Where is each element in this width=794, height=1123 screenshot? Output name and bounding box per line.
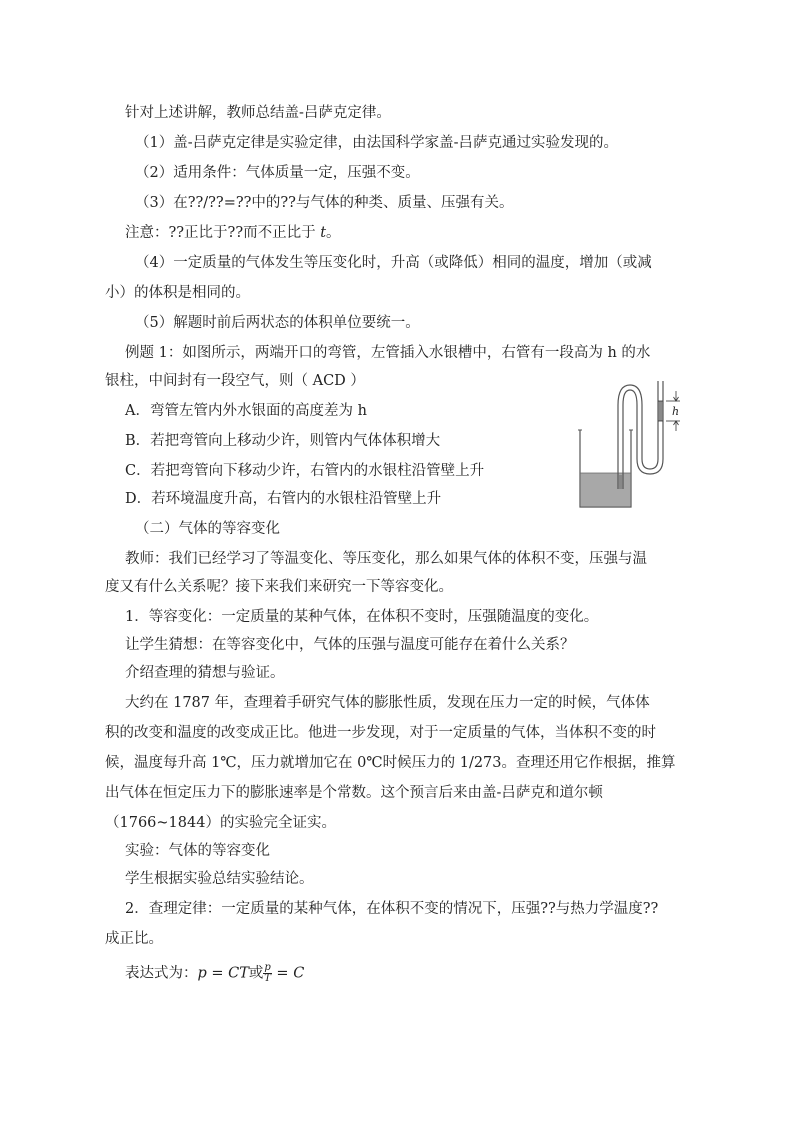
- note-prefix: 注意：??正比于??而不正比于: [125, 225, 321, 241]
- conclusion-line: 学生根据实验总结实验结论。: [125, 871, 314, 887]
- point-4b: 小）的体积是相同的。: [105, 285, 250, 301]
- note-suffix: 。: [326, 225, 341, 241]
- charles-law-line-b: 成正比。: [105, 931, 163, 947]
- option-a: A．弯管左管内外水银面的高度差为 h: [125, 403, 367, 419]
- section-2-heading: （二）气体的等容变化: [135, 521, 280, 537]
- example-1-line-a: 例题 1：如图所示，两端开口的弯管，左管插入水银槽中，右管有一段高为 h 的水: [125, 345, 651, 361]
- history-line-2: 积的改变和温度的改变成正比。他进一步发现，对于一定质量的气体，当体积不变的时: [105, 725, 656, 741]
- definition-1: 1．等容变化：一定质量的某种气体，在体积不变时，压强随温度的变化。: [125, 609, 599, 625]
- expression-prefix: 表达式为：: [125, 965, 198, 982]
- u-tube-diagram: [576, 377, 690, 515]
- history-line-3: 候，温度每升高 1℃，压力就增加它在 0℃时候压力的 1/273。查理还用它作根据，推算: [105, 755, 676, 771]
- expression-or: 或: [248, 965, 264, 982]
- teacher-line-2: 度又有什么关系呢？接下来我们来研究一下等容变化。: [105, 579, 453, 595]
- charles-intro: 介绍查理的猜想与验证。: [125, 665, 285, 681]
- point-3: （3）在??/??=??中的??与气体的种类、质量、压强有关。: [135, 195, 514, 211]
- fraction-numerator: p: [264, 962, 271, 973]
- history-line-5: （1766~1844）的实验完全证实。: [105, 815, 336, 831]
- charles-law-line-a: 2．查理定律：一定质量的某种气体，在体积不变的情况下，压强??与热力学温度??: [125, 901, 659, 917]
- point-1: （1）盖-吕萨克定律是实验定律，由法国科学家盖-吕萨克通过实验发现的。: [135, 135, 619, 151]
- option-d: D．若环境温度升高，右管内的水银柱沿管壁上升: [125, 491, 442, 507]
- point-2: （2）适用条件：气体质量一定，压强不变。: [135, 165, 420, 181]
- expression-line: [125, 963, 304, 984]
- point-4a: （4）一定质量的气体发生等压变化时，升高（或降低）相同的温度，增加（或减: [135, 255, 652, 271]
- option-c: C．若把弯管向下移动少许，右管内的水银柱沿管壁上升: [125, 463, 485, 479]
- history-line-4: 出气体在恒定压力下的膨胀速率是个常数。这个预言后来由盖-吕萨克和道尔顿: [105, 785, 603, 801]
- experiment-line: 实验：气体的等容变化: [125, 843, 270, 859]
- intro-line: 针对上述讲解，教师总结盖-吕萨克定律。: [125, 105, 391, 121]
- teacher-line-1: 教师：我们已经学习了等温变化、等压变化，那么如果气体的体积不变，压强与温: [125, 551, 647, 567]
- history-line-1: 大约在 1787 年，查理着手研究气体的膨胀性质，发现在压力一定的时候，气体体: [125, 695, 650, 711]
- height-label: h: [672, 405, 680, 418]
- point-5: （5）解题时前后两状态的体积单位要统一。: [135, 315, 420, 331]
- note-line: [125, 223, 341, 243]
- example-1-line-b: 银柱，中间封有一段空气，则（ ACD ）: [105, 373, 365, 389]
- guess-line: 让学生猜想：在等容变化中，气体的压强与温度可能存在着什么关系？: [125, 637, 575, 653]
- note-t: t: [320, 225, 327, 241]
- expression-equals-c: = C: [271, 965, 305, 982]
- fraction-denominator: T: [264, 973, 271, 984]
- option-b: B．若把弯管向上移动少许，则管内气体体积增大: [125, 433, 441, 449]
- fraction-p-over-t: [263, 963, 271, 984]
- expression-main: p = CT: [197, 965, 249, 982]
